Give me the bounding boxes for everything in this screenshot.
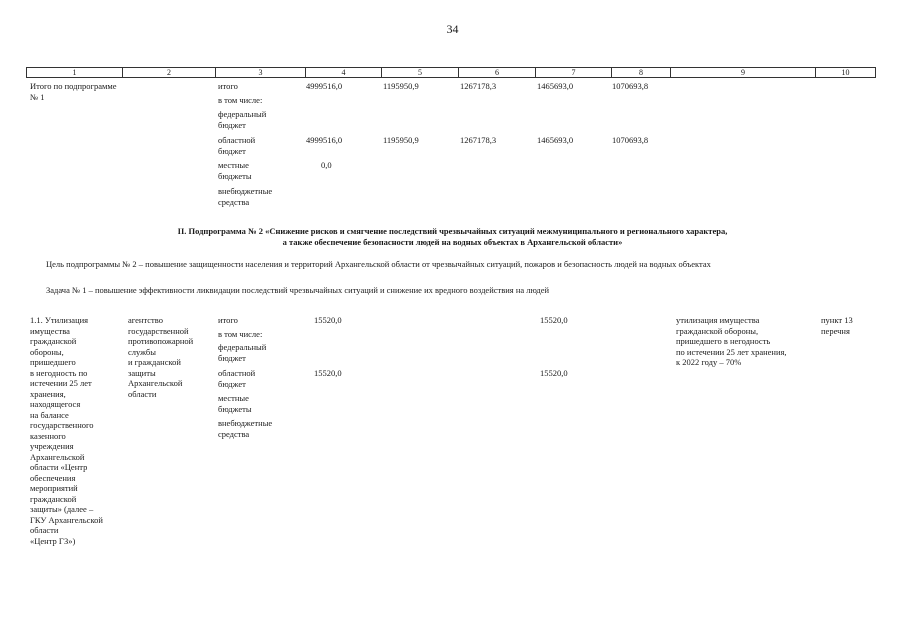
item-name-line: хранения, — [30, 388, 66, 399]
value-col-4: 4999516,0 — [306, 81, 343, 91]
item-name-line: 1.1. Утилизация — [30, 315, 89, 325]
header-col-9: 9 — [670, 68, 815, 77]
header-col-1: 1 — [72, 68, 77, 77]
result-line: к 2022 году – 70% — [676, 357, 742, 367]
header-col-6: 6 — [458, 68, 535, 77]
result-line: утилизация имущества — [676, 315, 760, 325]
funding-source: внебюджетные средства — [218, 418, 273, 439]
item-name-line: учреждения — [30, 441, 74, 451]
item-name-line: ГКУ Архангельской — [30, 514, 103, 525]
value-col-5: 1195950,9 — [383, 135, 419, 145]
page-number: 34 — [446, 22, 459, 36]
subprogram-task: Задача № 1 – повышение эффективности ликвидации последствий чрезвычайных ситуаций и снижение их вредного воздействия на людей — [46, 285, 550, 295]
funding-source: областной бюджет — [218, 368, 256, 389]
funding-source: областной бюджет — [218, 135, 256, 156]
value-col-6: 1267178,3 — [460, 81, 497, 91]
value-col-5: 1195950,9 — [383, 81, 419, 91]
header-col-10: 10 — [815, 68, 875, 77]
section-title — [60, 226, 845, 247]
result-line: по истечении 25 лет хранения, — [676, 346, 787, 357]
value-col-7: 15520,0 — [540, 315, 568, 325]
value-col-7: 1465693,0 — [537, 135, 574, 145]
item-name-line: мероприятий — [30, 483, 78, 493]
header-col-8: 8 — [611, 68, 670, 77]
table-header-row — [26, 67, 876, 78]
item-result — [676, 315, 811, 368]
section-title-line: II. Подпрограмма № 2 «Снижение рисков и смягчение последствий чрезвычайных ситуаций межмуниципального и регионального характера, — [177, 226, 728, 236]
executor-line: области — [128, 388, 157, 399]
result-line: пришедшего в негодность — [676, 336, 771, 346]
value-col-4: 4999516,0 — [306, 135, 343, 145]
header-col-2: 2 — [122, 68, 215, 77]
executor-line: государственной — [128, 325, 189, 336]
section-title-line: а также обеспечение безопасности людей на водных объектах в Архангельской области» — [282, 236, 623, 247]
item-name-line: защиты» (далее – — [30, 504, 94, 514]
item-executor — [128, 315, 213, 399]
value-col-8: 1070693,8 — [612, 81, 649, 91]
item-name-line: находящегося — [30, 399, 81, 409]
subprogram-goal: Цель подпрограммы № 2 – повышение защищенности населения и территорий Архангельской области от чрезвычайных ситуаций, пожаров и безопасность людей на водных объектах — [46, 259, 711, 269]
funding-source: местные бюджеты — [218, 393, 252, 414]
item-name-line: «Центр ГЗ») — [30, 535, 76, 546]
item-link — [821, 315, 871, 336]
item-name-line: истечении 25 лет — [30, 378, 92, 388]
item-name — [30, 315, 122, 546]
value-col-8: 1070693,8 — [612, 135, 649, 145]
item-name-line: области «Центр — [30, 462, 88, 472]
header-col-5: 5 — [381, 68, 458, 77]
subprogram1-total-label: Итого по подпрограмме № 1 — [30, 81, 117, 102]
header-col-3: 3 — [215, 68, 305, 77]
value-col-4: 0,0 — [321, 160, 332, 170]
item-name-line: обеспечения — [30, 472, 76, 483]
item-name-line: гражданской — [30, 493, 77, 504]
funding-source: федеральный бюджет — [218, 342, 267, 363]
funding-source: итого — [218, 81, 238, 91]
item-name-line: пришедшего — [30, 357, 76, 367]
item-name-line: обороны, — [30, 346, 64, 357]
item-name-line: гражданской — [30, 336, 77, 346]
item-name-line: на балансе — [30, 409, 69, 420]
value-col-4: 15520,0 — [314, 368, 342, 378]
funding-source: в том числе: — [218, 95, 263, 105]
header-col-7: 7 — [535, 68, 611, 77]
value-col-7: 1465693,0 — [537, 81, 574, 91]
executor-line: службы — [128, 346, 156, 357]
item-name-line: государственного — [30, 420, 94, 430]
funding-source: местные бюджеты — [218, 160, 252, 181]
item-name-line: Архангельской — [30, 451, 85, 462]
item-name-line: в негодность по — [30, 367, 88, 378]
funding-source: федеральный бюджет — [218, 109, 267, 130]
item-name-line: имущества — [30, 325, 70, 336]
value-col-7: 15520,0 — [540, 368, 568, 378]
executor-line: агентство — [128, 315, 163, 325]
header-col-4: 4 — [305, 68, 381, 77]
executor-line: защиты — [128, 367, 156, 378]
item-name-line: казенного — [30, 430, 66, 441]
funding-source: итого — [218, 315, 238, 325]
executor-line: противопожарной — [128, 336, 194, 346]
executor-line: и гражданской — [128, 357, 181, 367]
link-line: пункт 13 — [821, 315, 853, 325]
value-col-4: 15520,0 — [314, 315, 342, 325]
item-name-line: области — [30, 525, 59, 535]
link-line: перечня — [821, 325, 850, 336]
value-col-6: 1267178,3 — [460, 135, 497, 145]
executor-line: Архангельской — [128, 378, 183, 388]
result-line: гражданской обороны, — [676, 325, 759, 336]
funding-source: в том числе: — [218, 329, 263, 339]
funding-source: внебюджетные средства — [218, 186, 273, 207]
